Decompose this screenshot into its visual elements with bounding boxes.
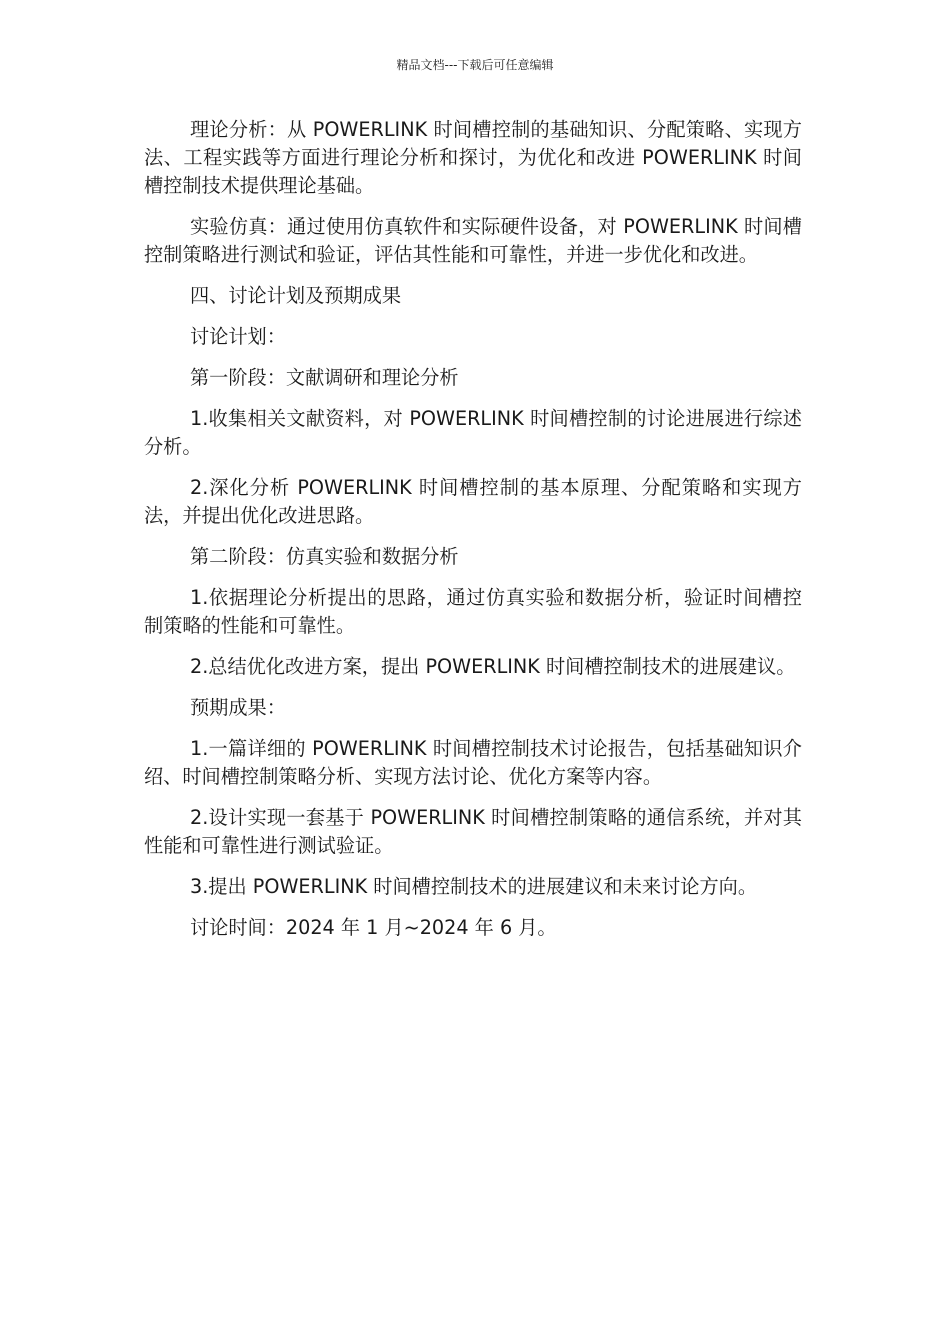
document-body <box>144 116 802 955</box>
discussion-time: 讨论时间：2024 年 1 月~2024 年 6 月。 <box>190 916 557 939</box>
result-item-1: 1.一篇详细的 POWERLINK 时间槽控制技术讨论报告，包括基础知识介绍、时间槽控制策略分析、实现方法讨论、优化方案等内容。 <box>144 737 802 788</box>
stage-two-heading: 第二阶段：仿真实验和数据分析 <box>190 545 459 568</box>
label-discussion-plan: 讨论计划： <box>190 325 286 348</box>
page-header: 精品文档---下载后可任意编辑 <box>396 58 554 72</box>
section-heading-plan-and-results: 四、讨论计划及预期成果 <box>190 284 402 307</box>
result-item-2: 2.设计实现一套基于 POWERLINK 时间槽控制策略的通信系统，并对其性能和可靠性进行测试验证。 <box>144 806 802 857</box>
paragraph-experiment-simulation: 实验仿真：通过使用仿真软件和实际硬件设备，对 POWERLINK 时间槽控制策略进行测试和验证，评估其性能和可靠性，并进一步优化和改进。 <box>144 215 802 266</box>
result-item-3: 3.提出 POWERLINK 时间槽控制技术的进展建议和未来讨论方向。 <box>190 875 758 898</box>
stage-two-item-2: 2.总结优化改进方案，提出 POWERLINK 时间槽控制技术的进展建议。 <box>190 655 796 678</box>
stage-two-item-1: 1.依据理论分析提出的思路，通过仿真实验和数据分析，验证时间槽控制策略的性能和可靠性。 <box>144 586 802 637</box>
stage-one-item-2: 2.深化分析 POWERLINK 时间槽控制的基本原理、分配策略和实现方法，并提出优化改进思路。 <box>144 476 802 527</box>
label-expected-results: 预期成果： <box>190 696 286 719</box>
stage-one-heading: 第一阶段：文献调研和理论分析 <box>190 366 459 389</box>
stage-one-item-1: 1.收集相关文献资料，对 POWERLINK 时间槽控制的讨论进展进行综述分析。 <box>144 407 802 458</box>
paragraph-theory-analysis: 理论分析：从 POWERLINK 时间槽控制的基础知识、分配策略、实现方法、工程实践等方面进行理论分析和探讨，为优化和改进 POWERLINK 时间槽控制技术提供理论基础。 <box>144 118 802 197</box>
